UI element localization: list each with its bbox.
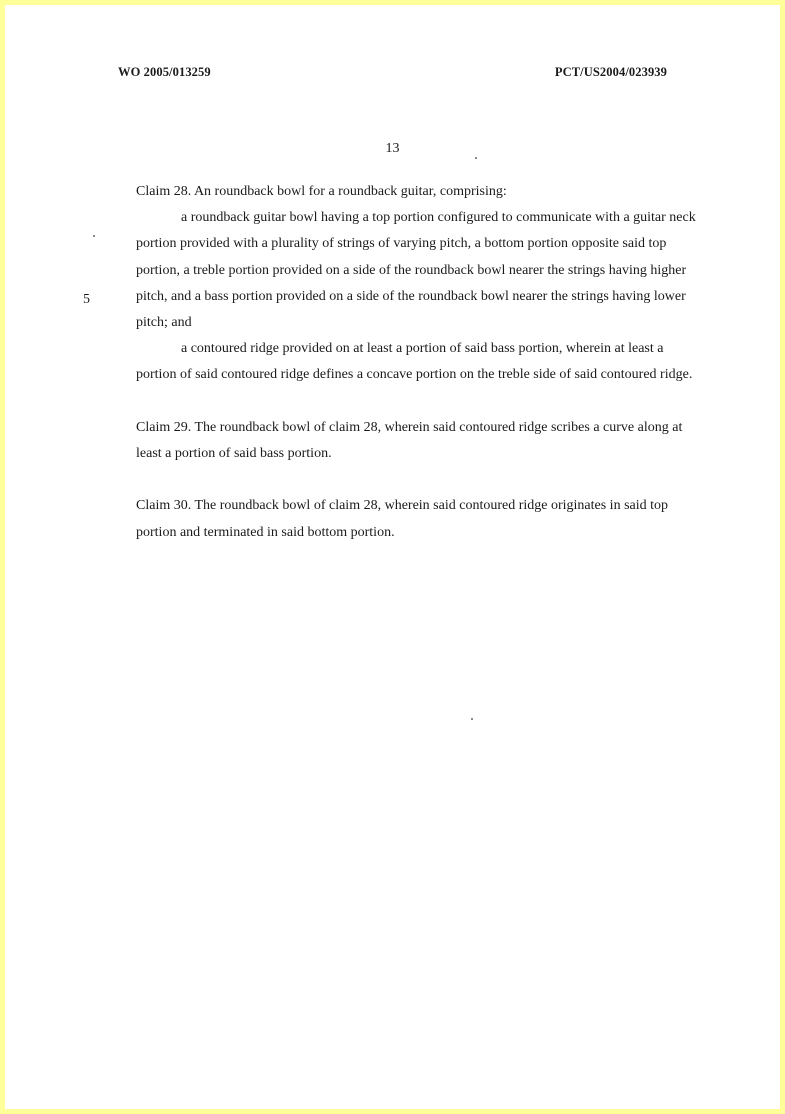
claim-30 [136, 493, 696, 545]
publication-number: WO 2005/013259 [118, 65, 211, 79]
claim-28 [136, 179, 696, 389]
scan-speck [93, 235, 95, 237]
claim-28-element-bowl: a roundback guitar bowl having a top portion configured to communicate with a guitar neck portion provided with a plurality of strings of varying pitch, a bottom portion opposite said top portion, a treble portion provided on a side of the roundback bowl nearer the strings having higher pitch, and a bass portion provided on a side of the roundback bowl nearer the strings having lower pitch; and [136, 210, 696, 331]
claims-body [136, 179, 696, 546]
claim-28-preamble: Claim 28. An roundback bowl for a roundback guitar, comprising: [136, 184, 507, 199]
scan-speck [475, 157, 477, 159]
claim-28-element-ridge: a contoured ridge provided on at least a portion of said bass portion, wherein at least a portion of said contoured ridge defines a concave portion on the treble side of said contoured ridge. [136, 341, 693, 383]
claim-29-text: Claim 29. The roundback bowl of claim 28, wherein said contoured ridge scribes a curve along at least a portion of said bass portion. [136, 419, 683, 462]
claim-29 [136, 415, 696, 467]
claim-30-text: Claim 30. The roundback bowl of claim 28, wherein said contoured ridge originates in said top portion and terminated in said bottom portion. [136, 498, 669, 540]
scan-speck [471, 718, 473, 720]
page-number: 13 [385, 141, 400, 156]
application-number: PCT/US2004/023939 [554, 65, 667, 79]
line-number-marker: 5 [83, 292, 90, 307]
